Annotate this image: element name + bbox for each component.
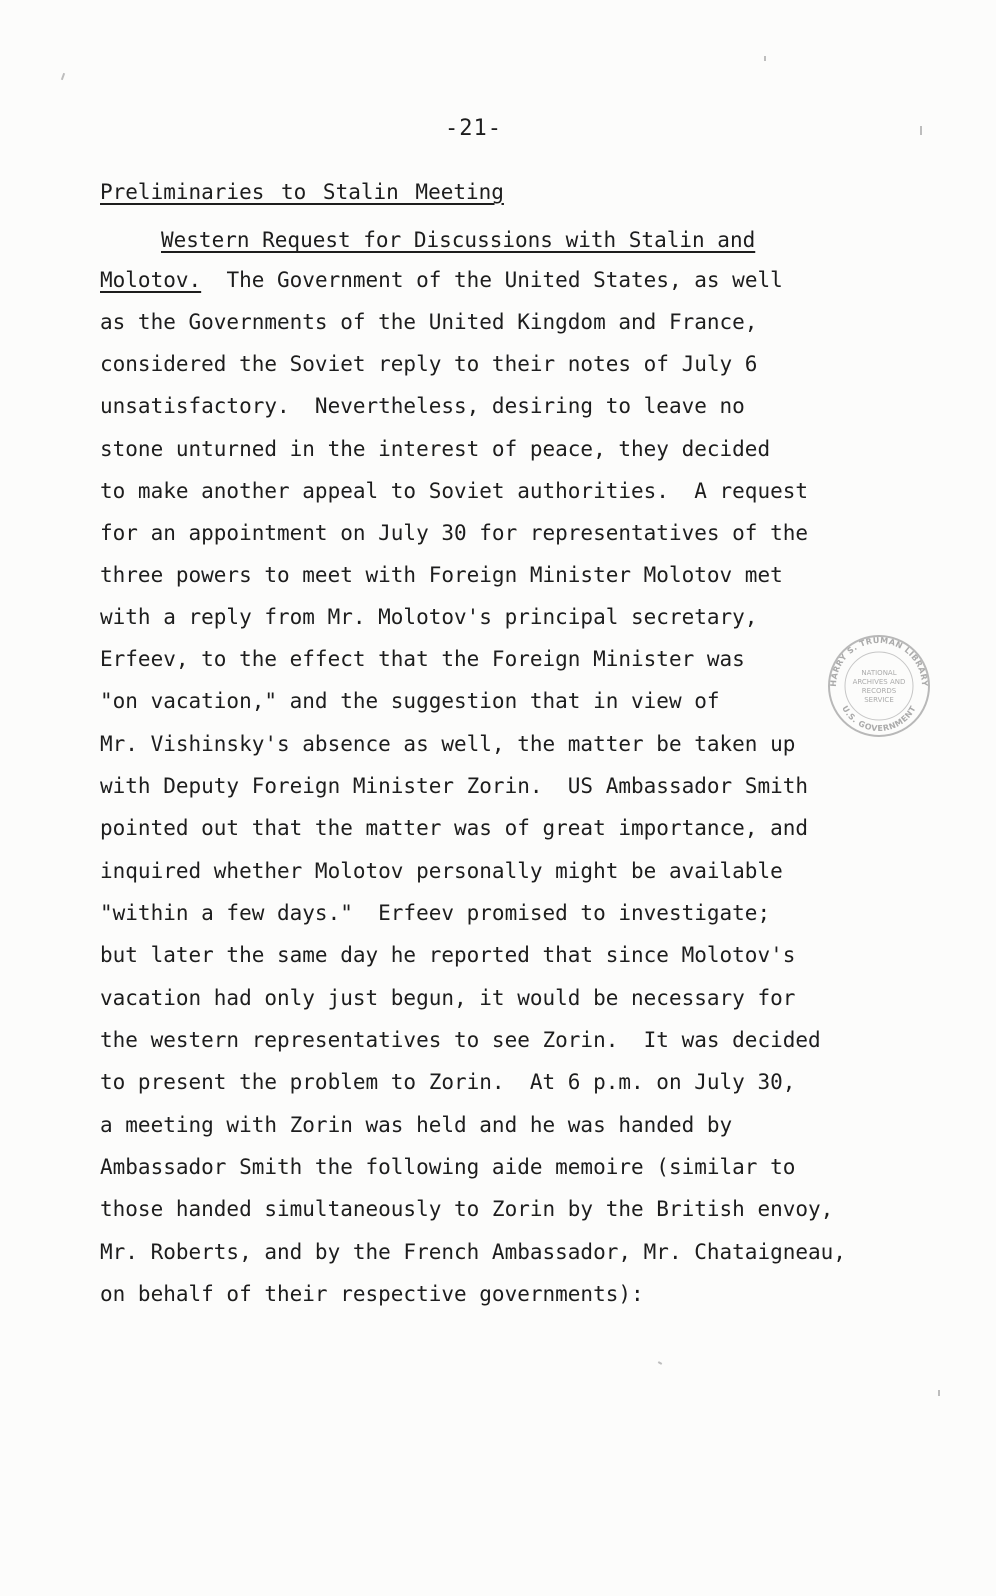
body-line: with a reply from Mr. Molotov's principal secretary, [100,605,758,629]
subheading-part-1: Western Request for Discussions with Stalin and [161,228,756,252]
paper-speck [920,126,922,135]
body-line: but later the same day he reported that since Molotov's [100,943,796,967]
body-line: unsatisfactory. Nevertheless, desiring to leave no [100,394,745,418]
subheading-part-2: Molotov. [100,268,202,292]
paper-speck [658,1361,662,1365]
body-line: as the Governments of the United Kingdom and France, [100,310,758,334]
body-line: pointed out that the matter was of great importance, and [100,816,809,840]
body-line: to present the problem to Zorin. At 6 p.m. on July 30, [100,1070,796,1094]
body-line: vacation had only just begun, it would be necessary for [100,986,796,1010]
body-line: Mr. Roberts, and by the French Ambassador, Mr. Chataigneau, [100,1240,846,1264]
stamp-center-line: ARCHIVES AND [852,678,906,686]
page-number: -21- [445,116,502,141]
body-line: Erfeev, to the effect that the Foreign Minister was [100,647,745,671]
body-line: stone unturned in the interest of peace, they decided [100,437,771,461]
body-line: inquired whether Molotov personally might be available [100,859,783,883]
body-line: three powers to meet with Foreign Minister Molotov met [100,563,783,587]
body-line [100,266,783,294]
body-line: on behalf of their respective governments): [100,1282,644,1306]
body-line: to make another appeal to Soviet authorities. A request [100,479,809,503]
body-line-text: The Government of the United States, as well [226,268,783,292]
paper-speck [938,1390,940,1396]
body-line: a meeting with Zorin was held and he was handed by [100,1113,733,1137]
subheading-line-1 [161,226,755,254]
stamp-center-line: SERVICE [864,696,894,704]
body-line: Ambassador Smith the following aide memoire (similar to [100,1155,796,1179]
stamp-top-text: HARRY S. TRUMAN LIBRARY [828,635,930,687]
body-line: with Deputy Foreign Minister Zorin. US Ambassador Smith [100,774,809,798]
paper-speck [764,56,766,61]
body-line: for an appointment on July 30 for representatives of the [100,521,809,545]
section-heading: Preliminaries to Stalin Meeting [100,180,504,204]
body-line: "within a few days." Erfeev promised to investigate; [100,901,771,925]
body-line: considered the Soviet reply to their notes of July 6 [100,352,758,376]
archive-stamp [822,628,936,738]
body-line: "on vacation," and the suggestion that in view of [100,689,720,713]
paper-speck [61,73,65,80]
body-line: Mr. Vishinsky's absence as well, the matter be taken up [100,732,796,756]
body-line: those handed simultaneously to Zorin by the British envoy, [100,1197,834,1221]
stamp-bottom-text: U.S. GOVERNMENT [840,704,918,734]
stamp-center-line: RECORDS [861,687,897,695]
body-line: the western representatives to see Zorin. It was decided [100,1028,821,1052]
stamp-center-line: NATIONAL [861,669,897,677]
